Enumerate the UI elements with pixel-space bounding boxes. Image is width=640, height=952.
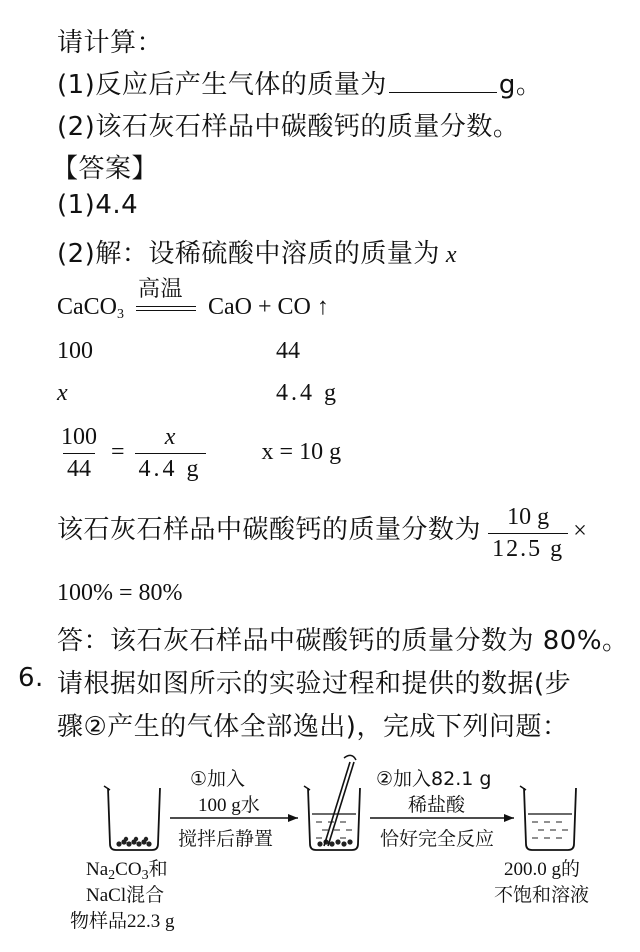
sample-label-1: $Na_2CO_3$和 (86, 859, 168, 883)
sample-label-3: 物样品22.3 g (70, 911, 175, 932)
question-6-line-2: 骤②产生的气体全部逸出)，完成下列问题： (57, 712, 569, 742)
gas-arrow: ↑ (316, 294, 329, 320)
step-2-label-3: 恰好完全反应 (380, 828, 495, 850)
ratio-row-2-left: x (57, 380, 68, 406)
question-6-number: 6. (18, 663, 44, 693)
products: CaO + CO (208, 294, 311, 320)
times-sign: × (573, 518, 587, 544)
mass-fraction: $\frac{10 g}{12.5 g}$ (488, 504, 568, 563)
step-2-label-2: 稀盐酸 (408, 794, 466, 816)
question-1 (57, 64, 542, 101)
mass-fraction-line (57, 504, 587, 563)
stirring-rod (324, 762, 350, 846)
ratio-row-2-right: 4.4 g (276, 380, 339, 406)
chemical-equation (57, 276, 329, 323)
reactant: CaCO$_3$ (57, 294, 124, 322)
proportion (57, 424, 341, 483)
answer-2-intro (57, 233, 457, 270)
ratio-row-1-right: 44 (276, 338, 300, 364)
step-1-label-1: ①加入 (190, 768, 246, 790)
question-2: (2)该石灰石样品中碳酸钙的质量分数。 (57, 112, 520, 142)
fraction-2: $\frac{x}{4.4 g}$ (135, 424, 206, 483)
result-label-1: 200.0 g的 (504, 859, 581, 880)
beaker-1 (104, 786, 160, 850)
ratio-row-1-left: 100 (57, 338, 93, 364)
beaker-2 (304, 755, 360, 850)
mass-fraction-text: 该石灰石样品中碳酸钙的质量分数为 (57, 515, 482, 545)
answer-1: (1)4.4 (57, 190, 139, 220)
step-1-label-2: 100 g水 (198, 795, 260, 816)
question-1-unit: g。 (498, 70, 543, 100)
solution-dashes (532, 822, 568, 838)
beaker-3 (520, 786, 576, 850)
solid-sample (116, 837, 151, 847)
fraction-1: $\frac{100}{44}$ (61, 424, 97, 482)
condition-text: 高温 (138, 276, 184, 302)
answer-blank (389, 70, 497, 93)
calc-prompt: 请计算： (57, 28, 164, 58)
answer-2-text: (2)解：设稀硫酸中溶质的质量为 (57, 239, 440, 269)
question-6-line-1: 请根据如图所示的实验过程和提供的数据(步 (57, 669, 572, 699)
step-1-label-3: 搅拌后静置 (178, 828, 274, 850)
answer-heading: 【答案】 (52, 154, 159, 184)
experiment-figure (0, 750, 640, 950)
percent-line: 100% = 80% (57, 580, 183, 606)
step-2-label-1: ②加入82.1 g (376, 768, 492, 790)
proportion-result: x = 10 g (261, 439, 342, 466)
settled-solid (317, 839, 352, 846)
sample-label-2: NaCl混合 (86, 885, 165, 906)
question-1-text: (1)反应后产生气体的质量为 (57, 70, 387, 100)
final-answer: 答：该石灰石样品中碳酸钙的质量分数为 80%。 (57, 626, 629, 656)
reaction-condition (136, 276, 196, 311)
equals-sign: = (111, 439, 125, 466)
result-label-2: 不饱和溶液 (494, 885, 590, 906)
variable-x: x (445, 242, 457, 268)
